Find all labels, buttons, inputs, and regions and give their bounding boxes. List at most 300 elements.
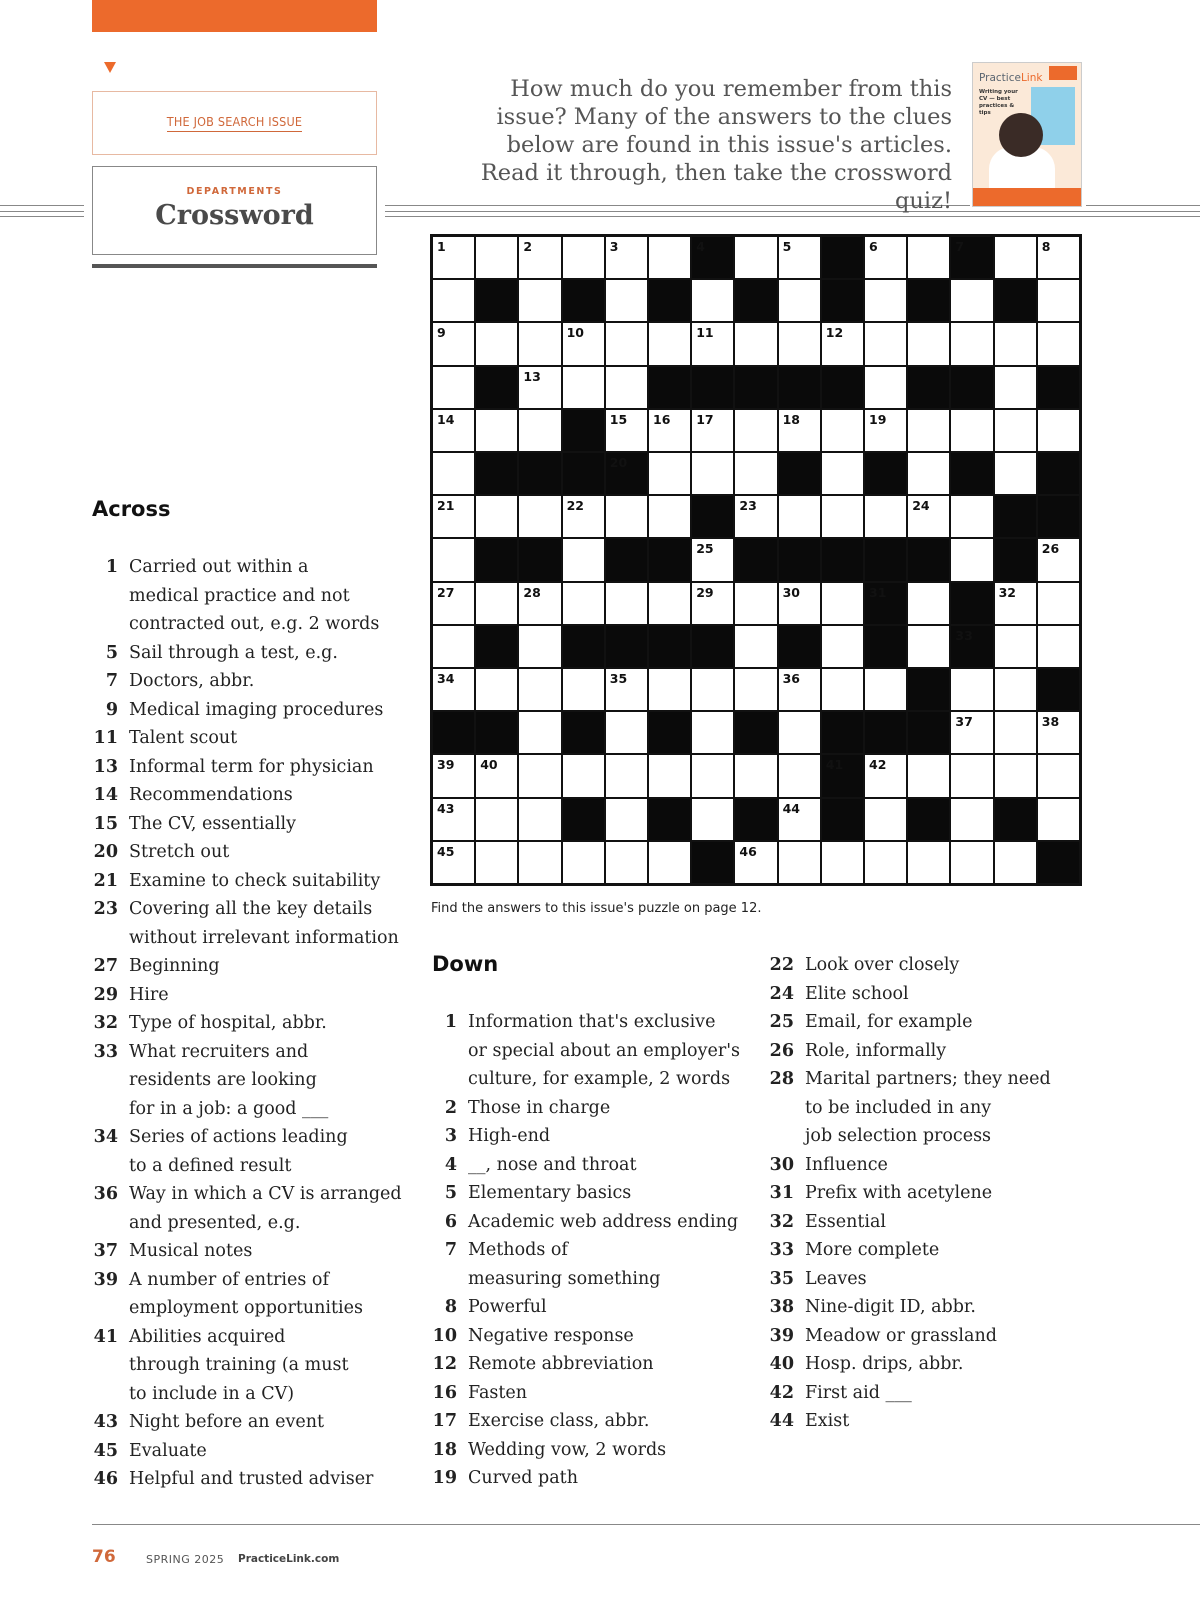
clue-text: Essential xyxy=(805,1211,887,1232)
grid-cell[interactable] xyxy=(433,496,474,537)
grid-cell[interactable] xyxy=(995,237,1036,278)
down-clue-35 xyxy=(768,1265,1098,1294)
clue-number: 22 xyxy=(769,955,794,975)
clue-number: 39 xyxy=(93,1269,118,1290)
grid-block xyxy=(692,496,733,537)
grid-cell[interactable] xyxy=(563,669,604,710)
cell-number: 8 xyxy=(1041,239,1051,254)
clue-text: Meadow or grassland xyxy=(805,1325,997,1346)
grid-block xyxy=(908,799,949,840)
grid-cell[interactable] xyxy=(995,453,1036,494)
across-clue-11 xyxy=(92,724,422,753)
grid-cell[interactable] xyxy=(865,496,906,537)
grid-cell[interactable] xyxy=(779,755,820,796)
grid-cell[interactable] xyxy=(908,842,949,883)
grid-cell[interactable] xyxy=(1038,799,1079,840)
clue-number: 14 xyxy=(93,785,118,805)
grid-block xyxy=(649,799,690,840)
down-clue-6 xyxy=(431,1208,761,1237)
grid-cell[interactable] xyxy=(476,799,517,840)
grid-cell[interactable] xyxy=(735,842,776,883)
clue-text: to be included in any xyxy=(805,1097,992,1118)
grid-block xyxy=(822,367,863,408)
grid-cell[interactable] xyxy=(779,583,820,624)
grid-block xyxy=(822,539,863,580)
grid-cell[interactable] xyxy=(822,323,863,364)
grid-cell[interactable] xyxy=(519,626,560,667)
grid-block xyxy=(908,367,949,408)
grid-cell[interactable] xyxy=(606,280,647,321)
grid-cell[interactable] xyxy=(433,323,474,364)
grid-cell[interactable] xyxy=(995,367,1036,408)
clue-text: Nine-digit ID, abbr. xyxy=(805,1297,976,1317)
grid-cell[interactable] xyxy=(908,323,949,364)
grid-cell[interactable] xyxy=(1038,583,1079,624)
clue-number: 23 xyxy=(93,899,118,919)
down-clue-12 xyxy=(431,1350,761,1379)
grid-cell[interactable] xyxy=(519,280,560,321)
cell-number: 2 xyxy=(523,239,533,254)
cell-number: 34 xyxy=(437,671,455,686)
grid-block xyxy=(865,626,906,667)
grid-block xyxy=(606,539,647,580)
grid-block xyxy=(519,539,560,580)
grid-block xyxy=(563,410,604,451)
grid-cell[interactable] xyxy=(519,496,560,537)
page-title: Crossword xyxy=(155,200,314,231)
department-label: DEPARTMENTS xyxy=(186,186,283,197)
grid-cell[interactable] xyxy=(1038,237,1079,278)
grid-cell[interactable] xyxy=(951,712,992,753)
clue-text: Influence xyxy=(805,1154,888,1175)
grid-cell[interactable] xyxy=(433,539,474,580)
grid-block xyxy=(865,583,906,624)
cover-headline: Writing your CV — best practices & tips xyxy=(979,89,1018,116)
clue-text: Those in charge xyxy=(468,1097,611,1118)
grid-cell[interactable] xyxy=(735,626,776,667)
grid-cell[interactable] xyxy=(606,410,647,451)
grid-cell[interactable] xyxy=(951,280,992,321)
grid-cell[interactable] xyxy=(995,712,1036,753)
cell-number: 4 xyxy=(696,239,705,254)
grid-cell[interactable] xyxy=(1038,712,1079,753)
grid-cell[interactable] xyxy=(476,496,517,537)
triangle-down-icon xyxy=(104,62,116,73)
clue-number: 28 xyxy=(769,1069,794,1089)
down-clue-1 xyxy=(431,1008,761,1094)
grid-cell[interactable] xyxy=(865,280,906,321)
grid-cell[interactable] xyxy=(433,842,474,883)
clue-number: 38 xyxy=(769,1297,794,1317)
grid-cell[interactable] xyxy=(606,755,647,796)
grid-cell[interactable] xyxy=(519,842,560,883)
rule-line xyxy=(1086,205,1200,206)
grid-cell[interactable] xyxy=(735,410,776,451)
across-clue-29 xyxy=(92,981,422,1010)
across-clue-45 xyxy=(92,1437,422,1466)
grid-cell[interactable] xyxy=(779,237,820,278)
cell-number: 37 xyxy=(955,714,973,730)
grid-cell[interactable] xyxy=(951,323,992,364)
clue-text: Marital partners; they need xyxy=(805,1069,1051,1089)
grid-cell[interactable] xyxy=(735,669,776,710)
grid-cell[interactable] xyxy=(649,842,690,883)
cell-number: 33 xyxy=(955,627,973,643)
cell-number: 1 xyxy=(437,239,446,254)
grid-cell[interactable] xyxy=(563,237,604,278)
grid-block xyxy=(995,496,1036,537)
clue-number: 8 xyxy=(444,1297,457,1317)
clue-text: Methods of xyxy=(468,1240,568,1260)
grid-cell[interactable] xyxy=(563,755,604,796)
grid-block xyxy=(1038,669,1079,710)
down-clue-18 xyxy=(431,1436,761,1465)
clue-text: Email, for example xyxy=(805,1012,973,1032)
grid-block xyxy=(865,453,906,494)
cell-number: 10 xyxy=(566,325,584,341)
grid-block xyxy=(649,280,690,321)
grid-block xyxy=(951,367,992,408)
clue-number: 24 xyxy=(769,983,794,1004)
grid-block xyxy=(951,583,992,624)
grid-cell[interactable] xyxy=(951,410,992,451)
grid-cell[interactable] xyxy=(433,669,474,710)
clue-text: for in a job: a good ___ xyxy=(129,1098,329,1119)
grid-cell[interactable] xyxy=(692,410,733,451)
clue-number: 44 xyxy=(769,1411,794,1431)
cell-number: 39 xyxy=(437,757,455,773)
grid-cell[interactable] xyxy=(995,626,1036,667)
clue-number: 5 xyxy=(105,642,118,663)
answers-caption: Find the answers to this issue's puzzle on page 12. xyxy=(431,901,762,916)
grid-cell[interactable] xyxy=(951,496,992,537)
grid-cell[interactable] xyxy=(779,712,820,753)
cell-number: 44 xyxy=(782,800,800,816)
cell-number: 35 xyxy=(609,671,628,686)
across-clue-20 xyxy=(92,838,422,867)
grid-cell[interactable] xyxy=(433,626,474,667)
grid-cell[interactable] xyxy=(735,583,776,624)
grid-block xyxy=(606,453,647,494)
cover-figure-head xyxy=(999,113,1043,157)
grid-cell[interactable] xyxy=(1038,323,1079,364)
grid-block xyxy=(908,712,949,753)
across-clue-15 xyxy=(92,810,422,839)
grid-block xyxy=(649,367,690,408)
grid-cell[interactable] xyxy=(995,755,1036,796)
cell-number: 15 xyxy=(609,411,628,427)
clue-number: 16 xyxy=(432,1382,457,1403)
grid-cell[interactable] xyxy=(908,410,949,451)
issue-label[interactable]: THE JOB SEARCH ISSUE xyxy=(167,114,302,132)
grid-cell[interactable] xyxy=(476,755,517,796)
clue-text: through training (a must xyxy=(129,1355,349,1375)
grid-cell[interactable] xyxy=(779,323,820,364)
grid-cell[interactable] xyxy=(908,496,949,537)
grid-cell[interactable] xyxy=(822,842,863,883)
clue-text: What recruiters and xyxy=(129,1041,309,1062)
grid-cell[interactable] xyxy=(822,410,863,451)
site-link[interactable]: PracticeLink.com xyxy=(238,1553,340,1565)
grid-cell[interactable] xyxy=(563,367,604,408)
grid-block xyxy=(1038,453,1079,494)
grid-block xyxy=(908,539,949,580)
grid-cell[interactable] xyxy=(563,842,604,883)
grid-cell[interactable] xyxy=(779,669,820,710)
clue-text: Beginning xyxy=(129,956,220,976)
grid-cell[interactable] xyxy=(649,583,690,624)
grid-cell[interactable] xyxy=(606,323,647,364)
grid-cell[interactable] xyxy=(563,583,604,624)
grid-cell[interactable] xyxy=(476,237,517,278)
across-clue-23 xyxy=(92,895,422,952)
grid-cell[interactable] xyxy=(1038,755,1079,796)
grid-cell[interactable] xyxy=(649,410,690,451)
across-clue-7 xyxy=(92,667,422,696)
across-clue-37 xyxy=(92,1237,422,1266)
grid-cell[interactable] xyxy=(865,755,906,796)
grid-cell[interactable] xyxy=(606,669,647,710)
grid-cell[interactable] xyxy=(779,280,820,321)
grid-cell[interactable] xyxy=(519,799,560,840)
grid-cell[interactable] xyxy=(995,323,1036,364)
grid-cell[interactable] xyxy=(995,669,1036,710)
clue-number: 36 xyxy=(93,1184,118,1204)
grid-cell[interactable] xyxy=(779,842,820,883)
grid-cell[interactable] xyxy=(779,799,820,840)
grid-block xyxy=(519,453,560,494)
down-clue-42 xyxy=(768,1379,1098,1408)
grid-cell[interactable] xyxy=(735,453,776,494)
grid-cell[interactable] xyxy=(822,669,863,710)
clue-number: 45 xyxy=(93,1440,118,1461)
grid-cell[interactable] xyxy=(1038,539,1079,580)
clue-number: 29 xyxy=(93,984,118,1005)
grid-cell[interactable] xyxy=(995,842,1036,883)
cover-brand xyxy=(979,72,1042,84)
clue-number: 31 xyxy=(769,1183,794,1203)
cell-number: 41 xyxy=(825,757,844,773)
grid-cell[interactable] xyxy=(1038,626,1079,667)
grid-cell[interactable] xyxy=(433,280,474,321)
grid-cell[interactable] xyxy=(692,453,733,494)
grid-cell[interactable] xyxy=(735,323,776,364)
grid-cell[interactable] xyxy=(951,539,992,580)
grid-cell[interactable] xyxy=(1038,410,1079,451)
grid-cell[interactable] xyxy=(995,410,1036,451)
grid-cell[interactable] xyxy=(908,237,949,278)
grid-block xyxy=(649,712,690,753)
clue-text: Informal term for physician xyxy=(129,756,374,777)
grid-cell[interactable] xyxy=(519,669,560,710)
down-clue-28 xyxy=(768,1065,1098,1151)
grid-cell[interactable] xyxy=(692,755,733,796)
grid-block xyxy=(865,712,906,753)
grid-cell[interactable] xyxy=(476,410,517,451)
down-clue-25 xyxy=(768,1008,1098,1037)
clue-number: 39 xyxy=(769,1325,794,1346)
grid-cell[interactable] xyxy=(433,583,474,624)
clue-text: First aid ___ xyxy=(805,1382,912,1403)
clue-number: 19 xyxy=(432,1468,457,1488)
grid-cell[interactable] xyxy=(649,453,690,494)
grid-cell[interactable] xyxy=(951,799,992,840)
grid-cell[interactable] xyxy=(692,539,733,580)
across-clue-33 xyxy=(92,1038,422,1124)
grid-cell[interactable] xyxy=(433,453,474,494)
clue-text: Night before an event xyxy=(129,1412,325,1432)
clue-number: 20 xyxy=(93,842,118,862)
rule-line xyxy=(385,216,1200,217)
down-clue-38 xyxy=(768,1293,1098,1322)
grid-cell[interactable] xyxy=(606,799,647,840)
grid-cell[interactable] xyxy=(649,496,690,537)
clue-number: 25 xyxy=(769,1012,794,1032)
grid-cell[interactable] xyxy=(519,755,560,796)
grid-cell[interactable] xyxy=(822,626,863,667)
grid-cell[interactable] xyxy=(865,367,906,408)
down-clue-31 xyxy=(768,1179,1098,1208)
grid-cell[interactable] xyxy=(951,755,992,796)
down-clue-44 xyxy=(768,1407,1098,1436)
grid-cell[interactable] xyxy=(476,669,517,710)
across-clue-43 xyxy=(92,1408,422,1437)
across-clue-21 xyxy=(92,867,422,896)
grid-cell[interactable] xyxy=(606,367,647,408)
cell-number: 9 xyxy=(437,325,446,341)
grid-cell[interactable] xyxy=(822,496,863,537)
grid-cell[interactable] xyxy=(649,669,690,710)
clue-text: employment opportunities xyxy=(129,1298,363,1318)
grid-cell[interactable] xyxy=(606,712,647,753)
down-clue-3 xyxy=(431,1122,761,1151)
grid-cell[interactable] xyxy=(865,669,906,710)
grid-cell[interactable] xyxy=(519,237,560,278)
grid-cell[interactable] xyxy=(951,669,992,710)
grid-block xyxy=(692,237,733,278)
grid-block xyxy=(476,712,517,753)
grid-cell[interactable] xyxy=(995,583,1036,624)
across-clue-27 xyxy=(92,952,422,981)
grid-cell[interactable] xyxy=(692,799,733,840)
grid-cell[interactable] xyxy=(822,453,863,494)
grid-cell[interactable] xyxy=(865,842,906,883)
grid-cell[interactable] xyxy=(519,410,560,451)
grid-block xyxy=(779,626,820,667)
grid-cell[interactable] xyxy=(692,712,733,753)
grid-cell[interactable] xyxy=(519,712,560,753)
clue-text: Medical imaging procedures xyxy=(129,699,384,720)
grid-block xyxy=(606,626,647,667)
down-clue-33 xyxy=(768,1236,1098,1265)
grid-cell[interactable] xyxy=(519,323,560,364)
grid-cell[interactable] xyxy=(779,410,820,451)
grid-cell[interactable] xyxy=(865,410,906,451)
grid-cell[interactable] xyxy=(1038,280,1079,321)
across-clue-36 xyxy=(92,1180,422,1237)
grid-cell[interactable] xyxy=(908,755,949,796)
grid-cell[interactable] xyxy=(735,755,776,796)
clue-number: 17 xyxy=(432,1411,457,1431)
grid-block xyxy=(951,453,992,494)
grid-cell[interactable] xyxy=(951,842,992,883)
cell-number: 17 xyxy=(696,411,714,427)
grid-cell[interactable] xyxy=(606,842,647,883)
clue-text: Leaves xyxy=(805,1268,867,1289)
grid-cell[interactable] xyxy=(865,237,906,278)
grid-block xyxy=(735,539,776,580)
clue-text: Fasten xyxy=(468,1382,528,1403)
grid-block xyxy=(1038,367,1079,408)
cell-number: 7 xyxy=(955,239,965,254)
grid-cell[interactable] xyxy=(865,323,906,364)
grid-cell[interactable] xyxy=(692,280,733,321)
grid-block xyxy=(779,453,820,494)
grid-cell[interactable] xyxy=(606,583,647,624)
grid-block xyxy=(822,712,863,753)
grid-cell[interactable] xyxy=(908,583,949,624)
grid-cell[interactable] xyxy=(563,496,604,537)
grid-cell[interactable] xyxy=(519,583,560,624)
grid-cell[interactable] xyxy=(476,842,517,883)
grid-cell[interactable] xyxy=(519,367,560,408)
grid-cell[interactable] xyxy=(649,237,690,278)
grid-cell[interactable] xyxy=(476,323,517,364)
grid-cell[interactable] xyxy=(606,496,647,537)
cell-number: 26 xyxy=(1041,541,1060,557)
grid-cell[interactable] xyxy=(692,669,733,710)
grid-cell[interactable] xyxy=(606,237,647,278)
clue-text: or special about an employer's xyxy=(468,1040,740,1061)
grid-cell[interactable] xyxy=(433,799,474,840)
down-clue-30 xyxy=(768,1151,1098,1180)
grid-cell[interactable] xyxy=(908,626,949,667)
grid-cell[interactable] xyxy=(735,237,776,278)
grid-cell[interactable] xyxy=(433,237,474,278)
grid-block xyxy=(433,712,474,753)
grid-cell[interactable] xyxy=(649,755,690,796)
across-clue-41 xyxy=(92,1323,422,1409)
grid-cell[interactable] xyxy=(865,799,906,840)
grid-cell[interactable] xyxy=(433,410,474,451)
footer-rule xyxy=(92,1524,1200,1525)
grid-cell[interactable] xyxy=(908,453,949,494)
grid-cell[interactable] xyxy=(692,323,733,364)
grid-cell[interactable] xyxy=(822,583,863,624)
down-clue-16 xyxy=(431,1379,761,1408)
grid-cell[interactable] xyxy=(692,583,733,624)
grid-block xyxy=(476,453,517,494)
grid-cell[interactable] xyxy=(563,323,604,364)
grid-cell[interactable] xyxy=(779,496,820,537)
across-heading: Across xyxy=(92,497,171,521)
cell-number: 24 xyxy=(912,498,930,514)
rule-line xyxy=(0,211,84,212)
grid-cell[interactable] xyxy=(649,323,690,364)
grid-cell[interactable] xyxy=(735,496,776,537)
down-clue-5 xyxy=(431,1179,761,1208)
grid-cell[interactable] xyxy=(476,583,517,624)
clue-text: Series of actions leading xyxy=(129,1127,348,1147)
grid-cell[interactable] xyxy=(433,367,474,408)
cover-bottom-band xyxy=(973,188,1081,206)
clue-number: 46 xyxy=(93,1469,118,1489)
grid-cell[interactable] xyxy=(433,755,474,796)
clue-text: Talent scout xyxy=(129,728,238,748)
grid-cell[interactable] xyxy=(563,539,604,580)
grid-block xyxy=(649,539,690,580)
down-clue-7 xyxy=(431,1236,761,1293)
